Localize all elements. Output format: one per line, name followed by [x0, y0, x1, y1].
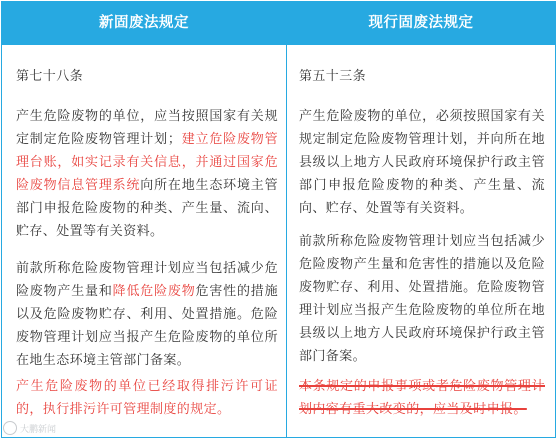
paragraph-text: 危害性的措施以及危险废物贮存、利用、处置措施。危险废物管理计划应当报产生危险废物的单位所在地生态环境主管部门备案。: [16, 284, 278, 368]
column-divider: [286, 2, 287, 437]
highlighted-text: 降低危险废物: [112, 284, 196, 299]
paragraph-3-deleted: [299, 375, 545, 421]
struck-text: 本条规定的申报事项或者危险废物管理计划内容有重大改变的，应当及时申报。: [299, 379, 545, 417]
article-number: 第七十八条: [16, 69, 84, 84]
header-current-law: 现行固废法规定: [287, 2, 555, 45]
paragraph-3-added: 产生危险废物的单位已经取得排污许可证的，执行排污许可管理制度的规定。: [16, 379, 278, 417]
watermark-text: 大鹏新闻: [20, 424, 57, 435]
paragraph-2: [16, 257, 278, 372]
paragraph-2: 前款所称危险废物管理计划应当包括减少危险废物产生量和危害性的措施以及危险废物贮存、利用、处置措施。危险废物管理计划应当报产生危险废物的单位所在地县级以上地方人民政府环境保护行政主管部门备案。: [299, 234, 545, 364]
highlighted-text: 建立危险废物管理台账，如实记录有关信息，并通过国家危险废物信息管理系统: [16, 132, 278, 193]
watermark: [3, 421, 56, 435]
paragraph-1: 产生危险废物的单位，必须按照国家有关规定制定危险废物管理计划，并向所在地县级以上地方人民政府环境保护行政主管部门申报危险废物的种类、产生量、流向、贮存、处置等有关资料。: [299, 109, 545, 216]
paragraph-1: [16, 105, 278, 243]
watermark-logo-icon: [3, 421, 17, 435]
comparison-table: [1, 1, 556, 438]
paragraph-text: 前款所称危险废物管理计划应当包括减少危险废物产生量和: [16, 261, 278, 299]
paragraph-text: 产生危险废物的单位，应当按照国家有关规定制定危险废物管理计划；: [16, 109, 278, 147]
header-new-law: 新固废法规定: [2, 2, 286, 45]
article-number: 第五十三条: [299, 69, 367, 84]
paragraph-text: 向所在地生态环境主管部门申报危险废物的种类、产生量、流向、贮存、处置等有关资料。: [16, 178, 278, 239]
